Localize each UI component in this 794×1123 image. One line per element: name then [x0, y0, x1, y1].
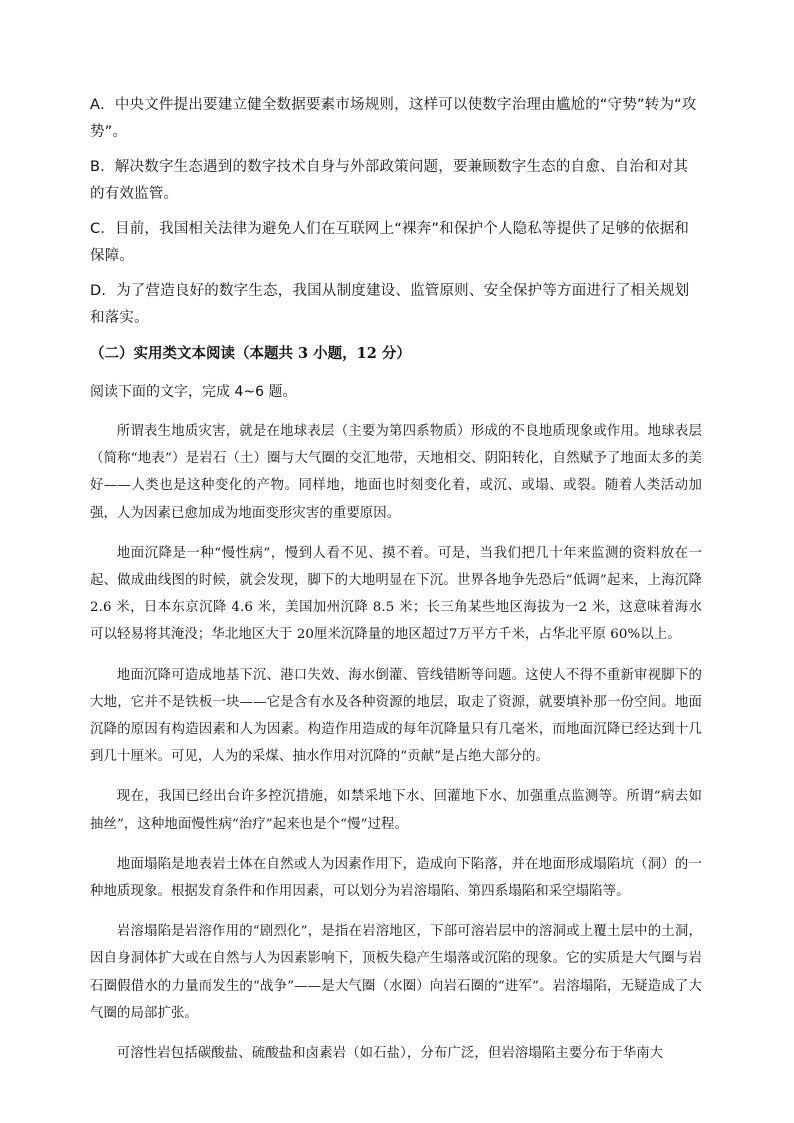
passage-paragraph: 地面沉降是一种“慢性病”，慢到人看不见、摸不着。可是，当我们把几十年来监测的资料放在一起、做成曲线图的时候，就会发现，脚下的大地明显在下沉。世界各地争先恐后“低调”起来，上海沉降 2.6 米，日本东京沉降 4.6 米，美国加州沉降 8.5 米；长三角某些地区海拔为一2 米，这意味着海水可以轻易将其淹没；华北地区大于 20厘米沉降量的地区超过7万平方千米，占华北平原 60%以上。 [90, 545, 702, 643]
option-d: D．为了营造良好的数字生态，我国从制度建设、监管原则、安全保护等方面进行了相关规划和落实。 [90, 283, 690, 326]
section-title: （二）实用类文本阅读（本题共 3 小题，12 分） [90, 345, 411, 362]
option-c: C．目前，我国相关法律为避免人们在互联网上“裸奔”和保护个人隐私等提供了足够的依据和保障。 [90, 221, 690, 264]
passage-paragraph: 所谓表生地质灾害，就是在地球表层（主要为第四系物质）形成的不良地质现象或作用。地球表层（简称“地表”）是岩石（土）圈与大气圈的交汇地带，天地相交、阴阳转化，自然赋予了地面太多的美好——人类也是这种变化的产物。同样地，地面也时刻变化着，或沉、或塌、或裂。随着人类活动加强，人为因素已愈加成为地面变形灾害的重要原因。 [90, 424, 702, 521]
passage-paragraph: 地面塌陷是地表岩土体在自然或人为因素作用下，造成向下陷落，并在地面形成塌陷坑（洞）的一种地质现象。根据发育条件和作用因素，可以划分为岩溶塌陷、第四系塌陷和采空塌陷等。 [90, 856, 702, 900]
section-instruction: 阅读下面的文字，完成 4~6 题。 [90, 384, 297, 400]
passage-paragraph: 地面沉降可造成地基下沉、港口失效、海水倒灌、管线错断等问题。这使人不得不重新审视脚下的大地，它并不是铁板一块——它是含有水及各种资源的地层，取走了资源，就要填补那一份空间。地面沉降的原因有构造因素和人为因素。构造作用造成的每年沉降量只有几毫米，而地面沉降已经达到十几到几十厘米。可见，人为的采煤、抽水作用对沉降的“贡献”是占绝大部分的。 [90, 667, 702, 765]
document-page [90, 92, 702, 1080]
option-a: A．中央文件提出要建立健全数据要素市场规则，这样可以使数字治理由尴尬的“守势”转为“攻势”。 [90, 97, 697, 140]
passage-paragraph: 现在，我国已经出台许多控沉措施，如禁采地下水、回灌地下水、加强重点监测等。所谓“病去如抽丝”，这种地面慢性病“治疗”起来也是个“慢”过程。 [90, 789, 702, 832]
passage-paragraph: 岩溶塌陷是岩溶作用的“剧烈化”，是指在岩溶地区，下部可溶岩层中的溶洞或上覆土层中的土洞，因自身洞体扩大或在自然与人为因素影响下，顶板失稳产生塌落或沉陷的现象。它的实质是大气圈与岩石圈假借水的力量而发生的“战争”——是大气圈（水圈）向岩石圈的“进军”。岩溶塌陷，无疑造成了大气圈的局部扩张。 [90, 924, 702, 1021]
passage-paragraph: 可溶性岩包括碳酸盐、硫酸盐和卤素岩（如石盐），分布广泛，但岩溶塌陷主要分布于华南大 [116, 1046, 664, 1062]
option-b: B．解决数字生态遇到的数字技术自身与外部政策问题，要兼顾数字生态的自愈、自治和对其的有效监管。 [90, 159, 689, 202]
